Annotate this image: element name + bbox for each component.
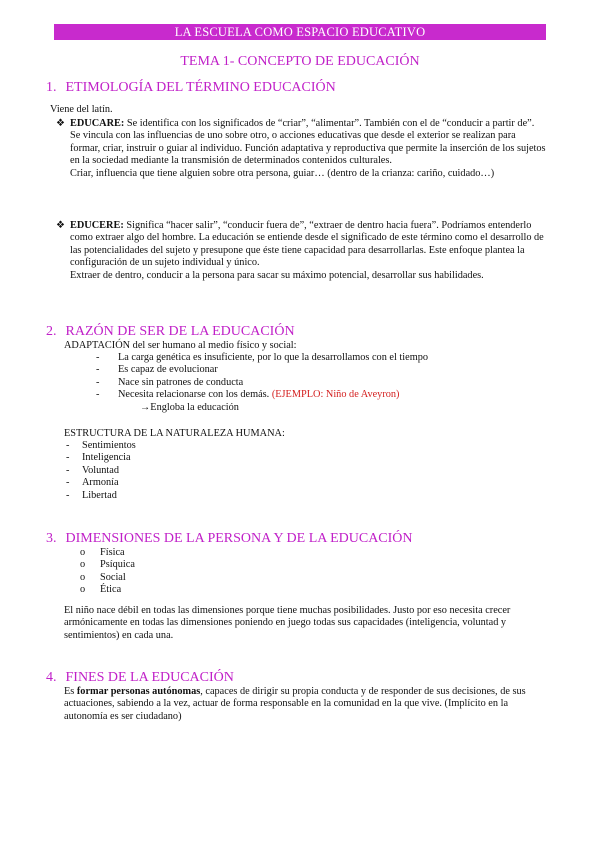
dimensions-list [80, 547, 135, 597]
educere-extra: Extraer de dentro, conducir a la persona para sacar su máximo potencial, desarrollar sus habilidades. [70, 269, 484, 281]
list-item-text: Libertad [82, 489, 117, 501]
list-item [96, 376, 428, 389]
section-1-intro: Viene del latín. [50, 104, 113, 115]
arrow-note: →Engloba la educación [140, 402, 239, 413]
section-2-heading [46, 324, 295, 340]
diamond-bullet-icon: ❖ [56, 118, 65, 129]
circle-bullet: o [80, 571, 86, 583]
list-item [66, 464, 136, 477]
list-item-text: Inteligencia [82, 452, 131, 464]
educere-term: EDUCERE: [70, 220, 124, 231]
list-item [66, 440, 136, 452]
example-note: (EJEMPLO: Niño de Aveyron) [271, 389, 400, 401]
list-item-text: Necesita relacionarse con los demás. [118, 389, 270, 401]
dash-bullet: - [66, 440, 70, 451]
educare-definition [70, 118, 546, 168]
section-4-text [64, 686, 554, 723]
section-2-intro: ADAPTACIÓN del ser humano al medio físico y social: [64, 340, 297, 351]
list-item [66, 452, 136, 464]
dash-bullet: - [96, 376, 100, 388]
circle-bullet: o [80, 547, 86, 558]
circle-bullet: o [80, 559, 86, 571]
dash-bullet: - [66, 464, 70, 476]
section-4-lead: Es [64, 686, 77, 697]
list-item [80, 584, 135, 596]
dash-bullet: - [66, 452, 70, 464]
list-item [96, 352, 429, 364]
list-item-text: Voluntad [82, 464, 119, 476]
structure-list [66, 440, 136, 502]
bullet-educare [56, 118, 546, 180]
section-1-heading [46, 80, 336, 96]
dash-bullet: - [96, 364, 100, 376]
section-4-rest: , capaces de dirigir su propia conducta y de responder de sus decisiones, de sus actuaciones, sabiendo a la vez, actuar de forma responsable en la comunidad en la que vive. (Implícito en la autonomía es ser ciudadano) [64, 686, 526, 722]
list-item-text: Nace sin patrones de conducta [118, 376, 244, 388]
list-item-text: La carga genética es insuficiente, por lo que la desarrollamos con el tiempo [118, 352, 429, 363]
adaptation-list [96, 352, 429, 402]
list-item [80, 571, 135, 584]
header-banner: LA ESCUELA COMO ESPACIO EDUCATIVO [54, 24, 546, 40]
list-item-text: Es capaz de evolucionar [118, 364, 218, 376]
section-1-number: 1. [46, 80, 57, 95]
dash-bullet: - [96, 352, 100, 363]
list-item [96, 364, 428, 376]
page-title: TEMA 1- CONCEPTO DE EDUCACIÓN [180, 54, 420, 69]
list-item [80, 547, 135, 559]
dash-bullet: - [96, 389, 100, 401]
section-3-text: El niño nace débil en todas las dimensiones porque tiene muchas posibilidades. Justo por eso necesita crecer armónicamente en todas las dimensiones poniendo en juego todas sus capacidades (inteligencia, voluntad y sentimientos) en cada una. [64, 605, 511, 641]
list-item-text: Social [100, 571, 126, 583]
educare-extra: Criar, influencia que tiene alguien sobre otra persona, guiar… (dentro de la crianza: cariño, cuidado…) [70, 167, 495, 179]
bullet-educere [56, 220, 546, 282]
list-item-text: Psíquica [100, 559, 135, 571]
section-4-bold: formar personas autónomas [76, 686, 201, 697]
section-1-title: ETIMOLOGÍA DEL TÉRMINO EDUCACIÓN [65, 80, 336, 95]
educare-term: EDUCARE: [70, 118, 125, 129]
list-item [80, 559, 135, 571]
section-4-title: FINES DE LA EDUCACIÓN [65, 670, 234, 685]
section-3-number: 3. [46, 531, 57, 546]
section-2-number: 2. [46, 324, 57, 339]
section-3-title: DIMENSIONES DE LA PERSONA Y DE LA EDUCACIÓN [65, 531, 413, 546]
dash-bullet: - [66, 477, 70, 489]
structure-title: ESTRUCTURA DE LA NATURALEZA HUMANA: [64, 428, 285, 439]
section-2-title: RAZÓN DE SER DE LA EDUCACIÓN [65, 324, 295, 339]
dash-bullet: - [66, 489, 70, 501]
section-3-heading [46, 531, 413, 547]
list-item-text: Física [100, 547, 125, 558]
section-4-number: 4. [46, 670, 57, 685]
educere-definition [70, 220, 546, 270]
list-item-text: Sentimientos [82, 440, 136, 451]
circle-bullet: o [80, 584, 86, 596]
section-4-heading [46, 670, 234, 686]
diamond-bullet-icon: ❖ [56, 220, 65, 231]
list-item [66, 489, 136, 502]
educere-text: Significa “hacer salir”, “conducir fuera de”, “extraer de dentro hacia fuera”. Podríamos entenderlo como extraer algo del hombre. La educación se entiende desde el significado de este término como el desarrollo de las potencialidades del sujeto y presupone que éste tiene capacidad para desarrollarlas. Este enfoque plantea la configuración de un sujeto individual y único. [70, 220, 544, 269]
list-item-text: Ética [100, 584, 122, 596]
list-item [66, 477, 136, 489]
list-item-text: Armonía [82, 477, 119, 489]
educare-text: Se identifica con los significados de “criar”, “alimentar”. También con el de “conducir a partir de”. Se vincula con las influencias de uno sobre otro, o acciones educativas que desde el exterior se realizan para formar, criar, instruir o guiar al individuo. Función adaptativa y reproductiva que permite la inserción de los sujetos en la sociedad mediante la transmisión de determinados contenidos culturales. [70, 118, 546, 167]
list-item [96, 389, 428, 401]
